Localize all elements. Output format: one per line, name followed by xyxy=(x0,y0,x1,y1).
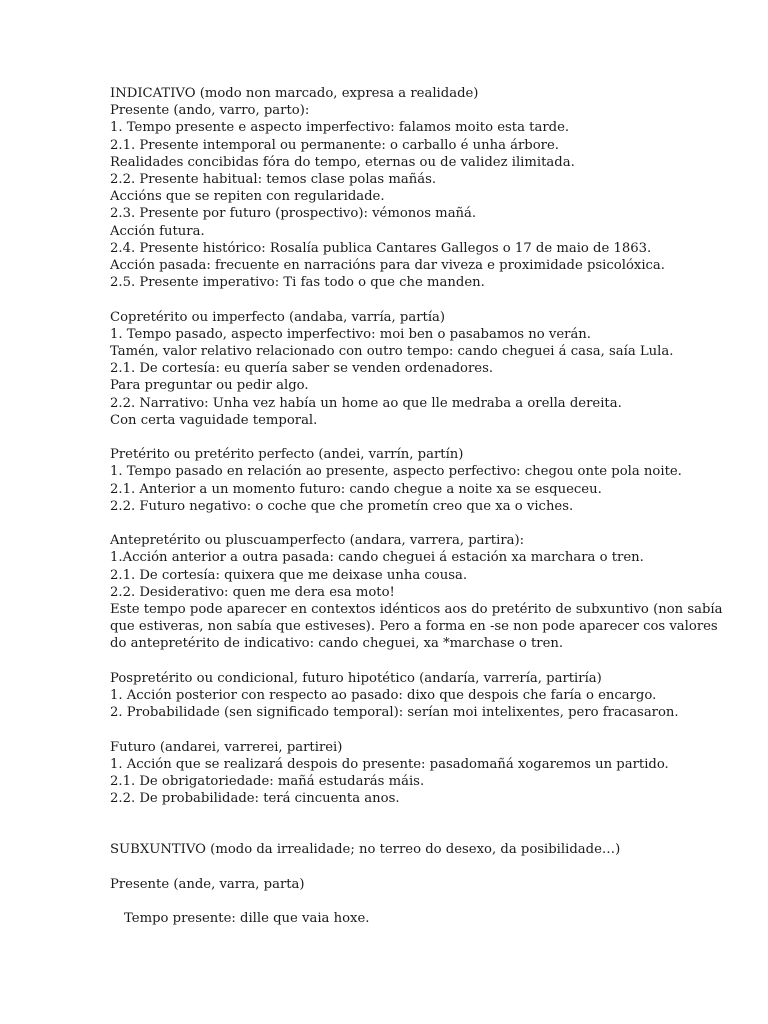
text-line: Tamén, valor relativo relacionado con outro tempo: cando cheguei á casa, saía Lula. xyxy=(110,344,674,360)
paragraph-gap xyxy=(110,429,750,446)
paragraph-gap xyxy=(110,893,750,910)
paragraph-gap xyxy=(110,859,750,876)
section-gap xyxy=(110,807,750,841)
list-item: Tempo presente: dille que vaia hoxe. xyxy=(124,911,370,927)
section-pospreterito xyxy=(110,670,750,722)
text-line: Acción futura. xyxy=(110,223,205,239)
subheading-pospreterito: Pospretérito ou condicional, futuro hipotético (andaría, varrería, partiría) xyxy=(110,670,602,686)
section-indicativo xyxy=(110,85,750,291)
text-line: 2.3. Presente por futuro (prospectivo): vémonos mañá. xyxy=(110,206,477,222)
paragraph-gap xyxy=(110,721,750,738)
text-line: 2.1. Presente intemporal ou permanente: o carballo é unha árbore. xyxy=(110,137,559,153)
text-line: 2.2. Presente habitual: temos clase polas mañás. xyxy=(110,172,437,188)
text-line: Con certa vaguidade temporal. xyxy=(110,412,318,428)
text-line: 1. Acción que se realizará despois do presente: pasadomañá xogaremos un partido. xyxy=(110,756,669,772)
text-line: 2.2. Futuro negativo: o coche que che prometín creo que xa o viches. xyxy=(110,498,574,514)
document-page xyxy=(110,85,750,927)
text-line: 2.1. De cortesía: quixera que me deixase unha cousa. xyxy=(110,567,468,583)
text-line: 1.Acción anterior a outra pasada: cando cheguei á estación xa marchara o tren. xyxy=(110,550,644,566)
text-line: 2.5. Presente imperativo: Ti fas todo o que che manden. xyxy=(110,275,485,291)
paragraph-gap xyxy=(110,515,750,532)
subheading-antepreterito: Antepretérito ou pluscuamperfecto (andara, varrera, partira): xyxy=(110,533,525,549)
text-line: 1. Tempo presente e aspecto imperfectivo: falamos moito esta tarde. xyxy=(110,120,570,136)
subheading-preterito: Pretérito ou pretérito perfecto (andei, varrín, partín) xyxy=(110,447,464,463)
text-line: 2.2. Narrativo: Unha vez había un home ao que lle medraba a orella dereita. xyxy=(110,395,622,411)
text-line: 2.2. Desiderativo: quen me dera esa moto! xyxy=(110,584,395,600)
text-line: Este tempo pode aparecer en contextos idénticos aos do pretérito de subxuntivo (non sabía xyxy=(110,602,723,618)
subheading-presente: Presente (ando, varro, parto): xyxy=(110,103,310,119)
section-subxuntivo xyxy=(110,841,750,927)
text-line: 2.4. Presente histórico: Rosalía publica Cantares Gallegos o 17 de maio de 1863. xyxy=(110,240,652,256)
text-line: que estiveras, non sabía que estiveses). Pero a forma en -se non pode aparecer cos valores xyxy=(110,619,718,635)
text-line: Realidades concibidas fóra do tempo, eternas ou de validez ilimitada. xyxy=(110,154,575,170)
section-preterito xyxy=(110,446,750,515)
paragraph-gap xyxy=(110,291,750,308)
section-heading-subxuntivo: SUBXUNTIVO (modo da irrealidade; no terreo do desexo, da posibilidade…) xyxy=(110,842,621,858)
section-futuro xyxy=(110,739,750,808)
text-line: Para preguntar ou pedir algo. xyxy=(110,378,309,394)
section-antepreterito xyxy=(110,532,750,652)
text-line: 2.1. De obrigatoriedade: mañá estudarás máis. xyxy=(110,774,425,790)
subheading-futuro: Futuro (andarei, varrerei, partirei) xyxy=(110,739,343,755)
text-line: 1. Acción posterior con respecto ao pasado: dixo que despois che faría o encargo. xyxy=(110,688,657,704)
subheading-copreterito: Copretérito ou imperfecto (andaba, varría, partía) xyxy=(110,309,446,325)
text-line: Accións que se repiten con regularidade. xyxy=(110,189,385,205)
text-line: do antepretérito de indicativo: cando cheguei, xa *marchase o tren. xyxy=(110,636,564,652)
section-copreterito xyxy=(110,309,750,429)
text-line: 1. Tempo pasado, aspecto imperfectivo: moi ben o pasabamos no verán. xyxy=(110,326,591,342)
text-line: 2.1. De cortesía: eu quería saber se venden ordenadores. xyxy=(110,361,494,377)
subheading-presente-subxuntivo: Presente (ande, varra, parta) xyxy=(110,876,305,892)
text-line: 2. Probabilidade (sen significado temporal): serían moi intelixentes, pero fracasaron. xyxy=(110,705,679,721)
text-line: Acción pasada: frecuente en narracións para dar viveza e proximidade psicolóxica. xyxy=(110,258,665,274)
text-line: 1. Tempo pasado en relación ao presente, aspecto perfectivo: chegou onte pola noite. xyxy=(110,464,682,480)
text-line: 2.1. Anterior a un momento futuro: cando chegue a noite xa se esqueceu. xyxy=(110,481,602,497)
section-heading-indicativo: INDICATIVO (modo non marcado, expresa a realidade) xyxy=(110,86,479,101)
paragraph-gap xyxy=(110,653,750,670)
text-line: 2.2. De probabilidade: terá cincuenta anos. xyxy=(110,791,400,807)
